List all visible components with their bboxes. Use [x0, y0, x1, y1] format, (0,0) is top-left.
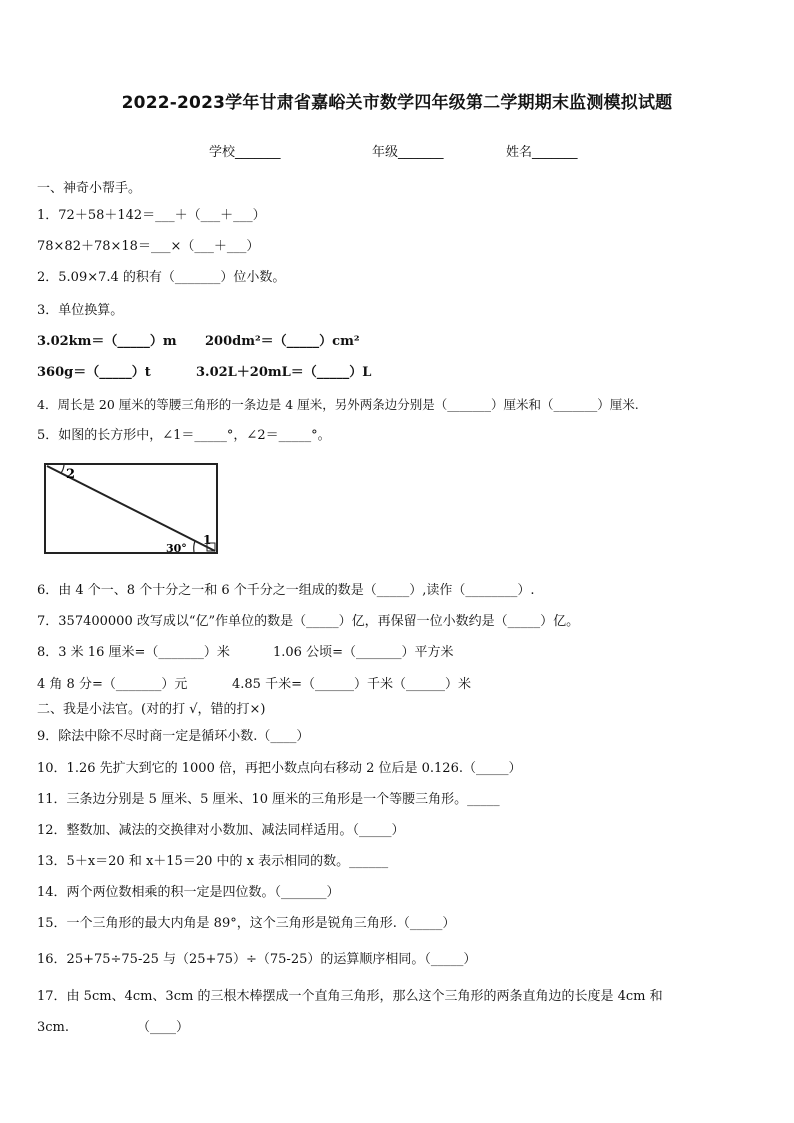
question-8-c: 4 角 8 分=（_______）元: [37, 677, 188, 692]
grade-field[interactable]: 年级_______: [372, 145, 444, 160]
question-3-d: 3.02L＋20mL＝（_____）L: [196, 365, 372, 380]
question-17-line-a: 17．由 5cm、4cm、3cm 的三根木棒摆成一个直角三角形，那么这个三角形的两条直角边的长度是 4cm 和: [37, 989, 663, 1004]
question-6: 6．由 4 个一、8 个十分之一和 6 个千分之一组成的数是（_____）,读作（________）.: [37, 583, 535, 598]
question-9: 9．除法中除不尽时商一定是循环小数.（____）: [37, 729, 310, 744]
rectangle-figure: [42, 459, 222, 559]
question-5: 5．如图的长方形中，∠1＝_____°，∠2＝_____°。: [37, 428, 331, 443]
question-13: 13．5＋x＝20 和 x＋15＝20 中的 x 表示相同的数。______: [37, 854, 389, 869]
question-1-line-b: 78×82＋78×18＝___×（___＋___）: [37, 239, 260, 254]
question-4: 4．周长是 20 厘米的等腰三角形的一条边是 4 厘米，另外两条边分别是（_______）厘米和（_______）厘米.: [37, 397, 639, 412]
question-7: 7．357400000 改写成以“亿”作单位的数是（_____）亿，再保留一位小数约是（_____）亿。: [37, 614, 580, 629]
question-14: 14．两个两位数相乘的积一定是四位数。（_______）: [37, 885, 340, 900]
question-16: 16．25+75÷75-25 与（25+75）÷（75-25）的运算顺序相同。（_____）: [37, 952, 477, 967]
angle-1-label: 1: [203, 533, 212, 547]
section-2-heading: 二、我是小法官。(对的打 √，错的打×): [37, 702, 266, 717]
question-17-answer[interactable]: （____）: [137, 1020, 190, 1035]
question-3-b: 200dm²＝（_____）cm²: [205, 334, 360, 349]
angle-30-label: 30°: [166, 542, 187, 555]
school-field[interactable]: 学校_______: [209, 145, 281, 160]
question-2: 2．5.09×7.4 的积有（_______）位小数。: [37, 270, 286, 285]
question-8-a: 8．3 米 16 厘米=（_______）米: [37, 645, 230, 660]
question-3-c: 360g＝（_____）t: [37, 365, 151, 380]
question-1-line-a: 1．72＋58＋142＝___＋（___＋___）: [37, 208, 266, 223]
question-3-a: 3.02km＝（_____）m: [37, 334, 177, 349]
question-15: 15．一个三角形的最大内角是 89°，这个三角形是锐角三角形.（_____）: [37, 916, 456, 931]
section-1-heading: 一、神奇小帮手。: [37, 181, 142, 196]
angle-30-arc: [194, 541, 195, 552]
question-8-d: 4.85 千米=（______）千米（______）米: [232, 677, 471, 692]
angle-2-arc: [61, 465, 64, 473]
question-3: 3．单位换算。: [37, 303, 124, 318]
question-17-line-b: 3cm.: [37, 1020, 70, 1035]
question-8-b: 1.06 公顷=（_______）平方米: [273, 645, 454, 660]
question-11: 11．三条边分别是 5 厘米、5 厘米、10 厘米的三角形是一个等腰三角形。_____: [37, 792, 500, 807]
question-12: 12．整数加、减法的交换律对小数加、减法同样适用。（_____）: [37, 823, 405, 838]
name-field[interactable]: 姓名_______: [506, 145, 578, 160]
angle-2-label: 2: [66, 467, 76, 482]
question-10: 10．1.26 先扩大到它的 1000 倍，再把小数点向右移动 2 位后是 0.126.（_____）: [37, 761, 522, 776]
page-title: 2022-2023学年甘肃省嘉峪关市数学四年级第二学期期末监测模拟试题: [121, 93, 673, 113]
